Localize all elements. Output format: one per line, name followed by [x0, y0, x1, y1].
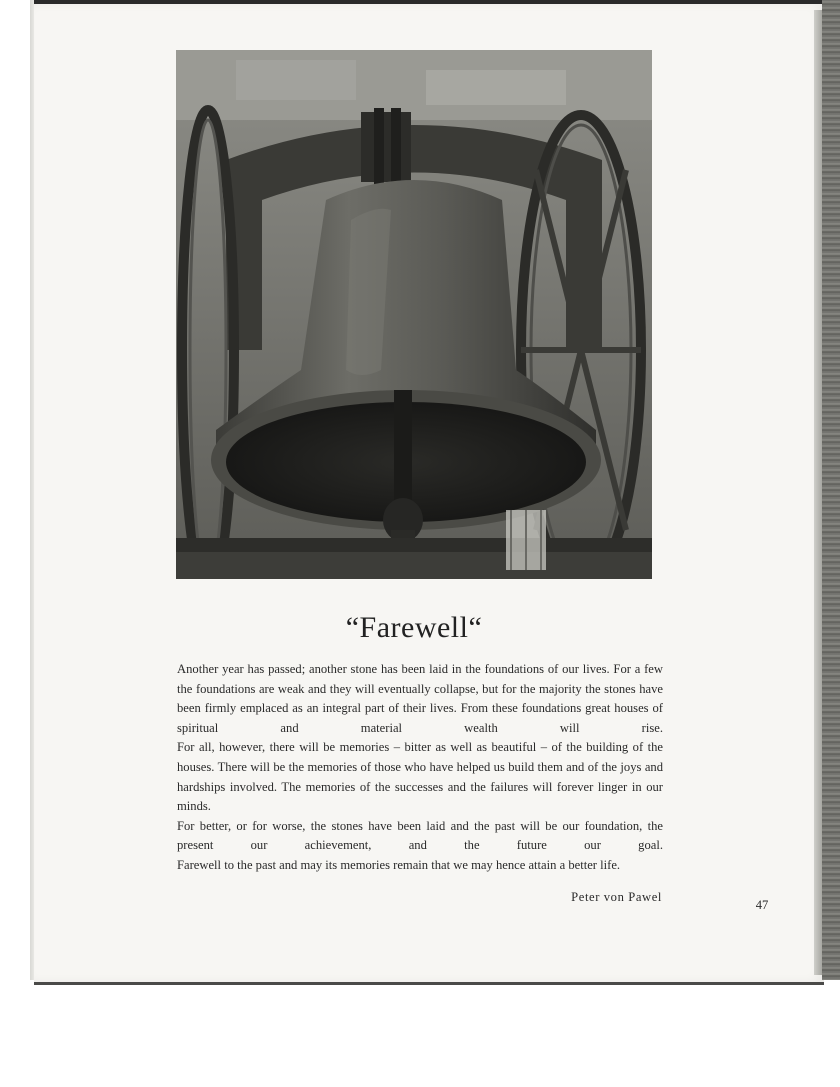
page-number: 47: [755, 898, 769, 912]
paragraph-3: For better, or for worse, the stones have been laid and the past will be our foundation, the present our achievement, and the future our goal.: [177, 818, 663, 853]
page-gutter: [814, 10, 822, 975]
book-spine: [822, 0, 840, 980]
page-title: “Farewell“: [345, 611, 483, 644]
author-signature: Peter von Pawel: [571, 890, 662, 904]
church-bell-photo: [176, 50, 652, 579]
paragraph-2: For all, however, there will be memories – bitter as well as beautiful – of the building of the houses. There will be the memories of those who have helped us build them and of the joys and hardships involved. The memories of the successes and the failures will forever linger in our minds.: [177, 740, 663, 814]
paragraph-4: Farewell to the past and may its memories remain that we may hence attain a better life.: [177, 857, 621, 872]
paragraph-1: Another year has passed; another stone has been laid in the foundations of our lives. For a few the foundations are weak and they will eventually collapse, but for the majority the stones have been firmly emplaced as an integral part of their lives. From these foundations great houses of spiritual and material wealth will rise.: [177, 662, 663, 735]
article-body: [177, 660, 663, 876]
